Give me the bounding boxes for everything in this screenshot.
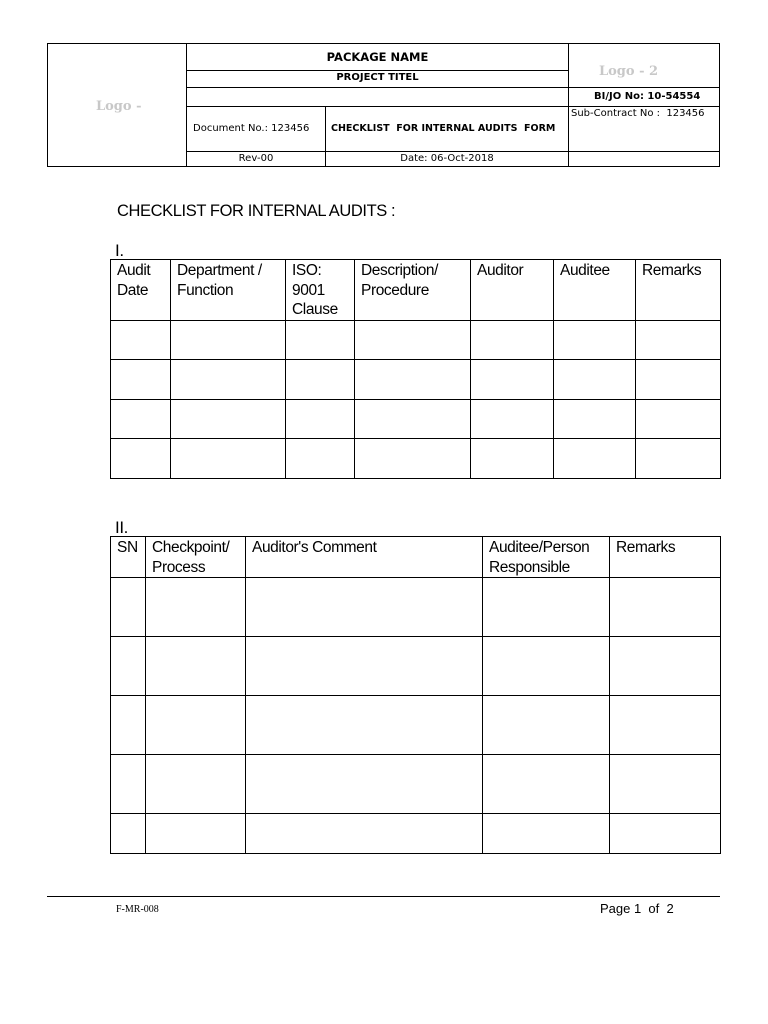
- table-cell[interactable]: [636, 438, 721, 478]
- table-cell[interactable]: [246, 755, 483, 814]
- table-cell[interactable]: [483, 578, 610, 637]
- table-cell[interactable]: [146, 578, 246, 637]
- table-cell[interactable]: [355, 399, 471, 438]
- table-cell[interactable]: [610, 637, 721, 696]
- column-header-checkpoint: Checkpoint/ Process: [146, 537, 246, 578]
- column-header-description: Description/ Procedure: [355, 260, 471, 321]
- audit-schedule-table: [110, 259, 721, 479]
- table-cell[interactable]: [111, 696, 146, 755]
- table-cell[interactable]: [286, 320, 355, 359]
- section-two-numeral: II.: [115, 518, 128, 537]
- sub-contract-number: Sub-Contract No : 123456: [571, 108, 705, 119]
- table-cell[interactable]: [111, 578, 146, 637]
- table-cell[interactable]: [355, 359, 471, 399]
- logo-right: Logo - 2: [599, 64, 659, 79]
- table-row: [111, 359, 721, 399]
- document-number: Document No.: 123456: [193, 123, 310, 134]
- table-cell[interactable]: [171, 438, 286, 478]
- document-date: Date: 06-Oct-2018: [400, 153, 494, 164]
- column-header-auditee-person: Auditee/Person Responsible: [483, 537, 610, 578]
- table-cell[interactable]: [554, 359, 636, 399]
- table-cell[interactable]: [246, 814, 483, 854]
- table-cell[interactable]: [483, 637, 610, 696]
- table-row: [111, 637, 721, 696]
- table-cell[interactable]: [471, 438, 554, 478]
- column-header-auditee: Auditee: [554, 260, 636, 321]
- column-header-auditor: Auditor: [471, 260, 554, 321]
- table-cell[interactable]: [111, 438, 171, 478]
- table-cell[interactable]: [554, 399, 636, 438]
- table-cell[interactable]: [111, 359, 171, 399]
- revision: Rev-00: [238, 153, 274, 164]
- table-cell[interactable]: [636, 399, 721, 438]
- table-cell[interactable]: [111, 399, 171, 438]
- column-header-remarks: Remarks: [636, 260, 721, 321]
- project-title: PROJECT TITEL: [336, 72, 419, 83]
- page-title: CHECKLIST FOR INTERNAL AUDITS :: [117, 202, 396, 220]
- table-cell[interactable]: [111, 755, 146, 814]
- column-header-auditor-comment: Auditor's Comment: [246, 537, 483, 578]
- table-cell[interactable]: [355, 320, 471, 359]
- table-row: [111, 755, 721, 814]
- column-header-sn: SN: [111, 537, 146, 578]
- package-name: PACKAGE NAME: [326, 50, 429, 64]
- table-cell[interactable]: [355, 438, 471, 478]
- table-cell[interactable]: [471, 359, 554, 399]
- table-cell[interactable]: [286, 359, 355, 399]
- checkpoint-table: [110, 536, 721, 854]
- table-row: [111, 814, 721, 854]
- bijo-number: BI/JO No: 10-54554: [594, 91, 701, 102]
- table-cell[interactable]: [246, 696, 483, 755]
- table-row: [111, 399, 721, 438]
- table-row: [111, 578, 721, 637]
- table-cell[interactable]: [471, 320, 554, 359]
- column-header-iso-clause: ISO: 9001 Clause: [286, 260, 355, 321]
- footer-divider: [47, 896, 720, 897]
- table-cell[interactable]: [483, 696, 610, 755]
- table-cell[interactable]: [111, 814, 146, 854]
- table-cell[interactable]: [610, 755, 721, 814]
- table-cell[interactable]: [610, 578, 721, 637]
- section-one-numeral: I.: [115, 241, 124, 260]
- table-cell[interactable]: [483, 755, 610, 814]
- table-cell[interactable]: [171, 359, 286, 399]
- table-cell[interactable]: [286, 438, 355, 478]
- table-cell[interactable]: [636, 320, 721, 359]
- table-row: [111, 696, 721, 755]
- table-cell[interactable]: [471, 399, 554, 438]
- table-cell[interactable]: [610, 696, 721, 755]
- page-number: Page 1 of 2: [600, 901, 674, 916]
- table-cell[interactable]: [286, 399, 355, 438]
- table-cell[interactable]: [171, 399, 286, 438]
- table-row: [111, 438, 721, 478]
- table-cell[interactable]: [171, 320, 286, 359]
- logo-left: Logo -: [96, 99, 142, 114]
- form-title: CHECKLIST FOR INTERNAL AUDITS FORM: [331, 123, 556, 134]
- table-row: [111, 320, 721, 359]
- table-cell[interactable]: [146, 814, 246, 854]
- column-header-remarks: Remarks: [610, 537, 721, 578]
- table-cell[interactable]: [111, 320, 171, 359]
- table-cell[interactable]: [111, 637, 146, 696]
- table-cell[interactable]: [246, 637, 483, 696]
- table-cell[interactable]: [246, 578, 483, 637]
- table-cell[interactable]: [146, 755, 246, 814]
- table-cell[interactable]: [610, 814, 721, 854]
- table-cell[interactable]: [146, 696, 246, 755]
- form-code: F-MR-008: [116, 904, 159, 915]
- table-cell[interactable]: [146, 637, 246, 696]
- table-cell[interactable]: [483, 814, 610, 854]
- table-cell[interactable]: [636, 359, 721, 399]
- table-cell[interactable]: [554, 438, 636, 478]
- table-cell[interactable]: [554, 320, 636, 359]
- column-header-department: Department / Function: [171, 260, 286, 321]
- column-header-audit-date: Audit Date: [111, 260, 171, 321]
